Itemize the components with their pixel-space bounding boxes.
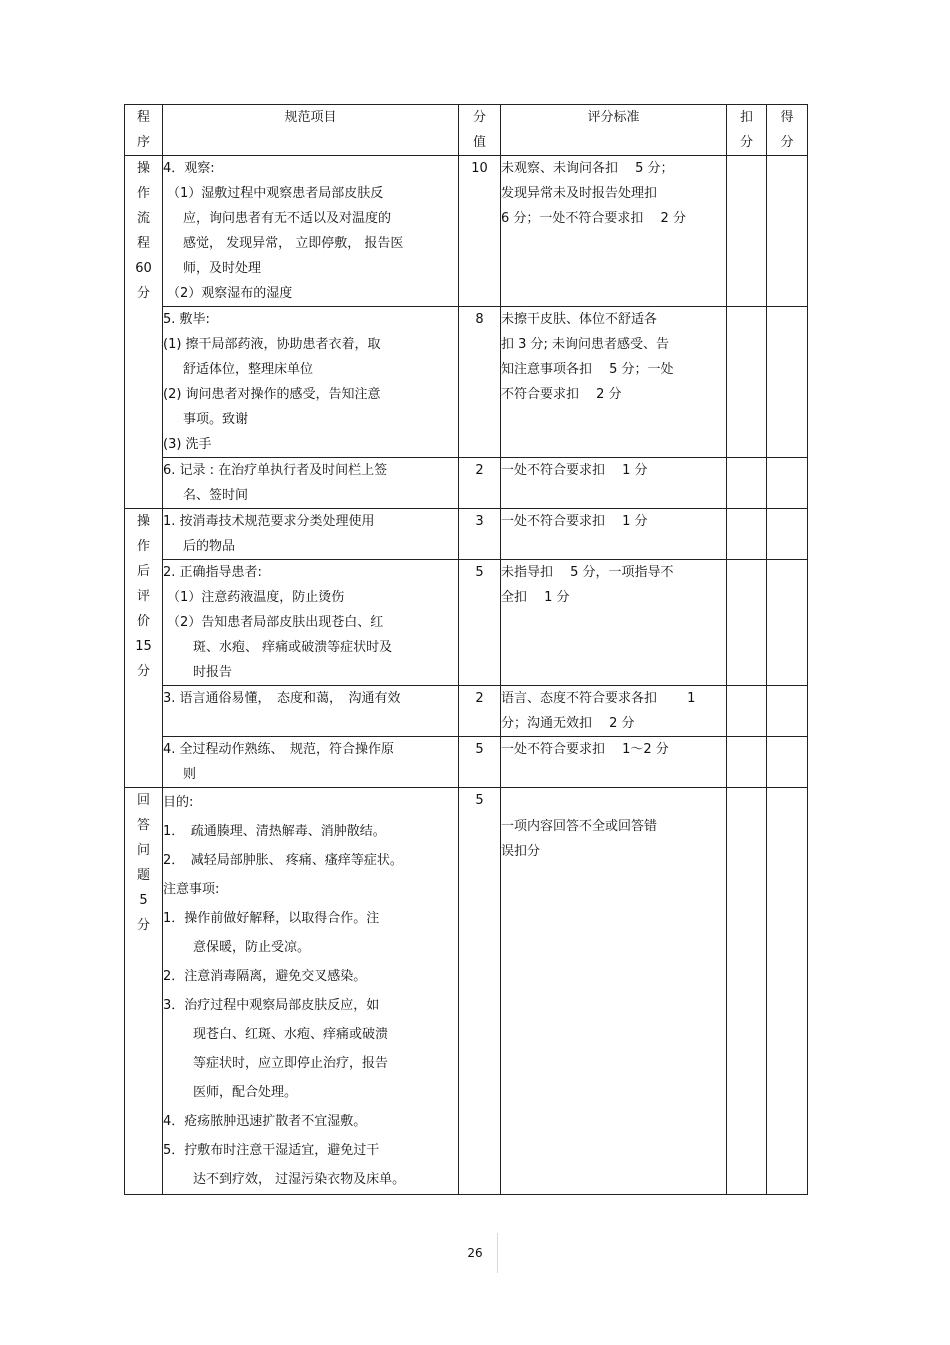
item-record: 6. 记录 : 在治疗单执行者及时间栏上签 名、签时间 xyxy=(163,458,459,509)
score-value: 5 xyxy=(459,737,501,788)
header-score: 分 值 xyxy=(459,105,501,156)
criteria-text: 一处不符合要求扣 1 分 xyxy=(501,458,727,509)
deduct-cell xyxy=(727,458,767,509)
scoring-table xyxy=(124,104,808,1195)
score-value: 2 xyxy=(459,686,501,737)
deduct-cell xyxy=(727,509,767,560)
score-value: 10 xyxy=(459,156,501,307)
criteria-text: 未观察、未询问各扣 5 分； 发现异常未及时报告处理扣 6 分；一处不符合要求扣 2 分 xyxy=(501,156,727,307)
deduct-cell xyxy=(727,307,767,458)
criteria-text: 语言、态度不符合要求各扣 1 分；沟通无效扣 2 分 xyxy=(501,686,727,737)
item-finish: 5. 敷毕: (1) 擦干局部药液，协助患者衣着，取 舒适体位，整理床单位 (2) 询问患者对操作的感受，告知注意 事项。致谢 (3) 洗手 xyxy=(163,307,459,458)
header-criteria: 评分标准 xyxy=(501,105,727,156)
get-cell xyxy=(767,156,808,307)
score-value: 3 xyxy=(459,509,501,560)
score-value: 8 xyxy=(459,307,501,458)
get-cell xyxy=(767,686,808,737)
header-item: 规范项目 xyxy=(163,105,459,156)
deduct-cell xyxy=(727,560,767,686)
table-row xyxy=(125,686,808,737)
get-cell xyxy=(767,560,808,686)
deduct-cell xyxy=(727,737,767,788)
deduct-cell xyxy=(727,788,767,1195)
item-answers: 目的: 1． 疏通腠理、清热解毒、消肿散结。 2． 减轻局部肿胀、 疼痛、瘙痒等症状。 注意事项: 1．操作前做好解释，以取得合作。注 意保暖，防止受凉。 2．注意消毒隔离，避免交叉感染。 3．治疗过程中观察局部皮肤反应，如 现苍白、红斑、水疱、痒痛或破溃 等症状时，应立即停止治疗，报告 医师，配合处理。 4．疮疡脓肿迅速扩散者不宜湿敷。 5．拧敷布时注意干湿适宜，避免过干 达不到疗效， 过湿污染衣物及床单。 xyxy=(163,788,459,1195)
criteria-text: 未指导扣 5 分，一项指导不 全扣 1 分 xyxy=(501,560,727,686)
score-value: 5 xyxy=(459,788,501,1195)
header-get: 得 分 xyxy=(767,105,808,156)
table-row xyxy=(125,560,808,686)
section-procedure: 操 作 流 程 60 分 xyxy=(125,156,163,509)
table-row xyxy=(125,509,808,560)
get-cell xyxy=(767,737,808,788)
item-disinfect: 1. 按消毒技术规范要求分类处理使用 后的物品 xyxy=(163,509,459,560)
item-language: 3. 语言通俗易懂， 态度和蔼， 沟通有效 xyxy=(163,686,459,737)
table-row xyxy=(125,788,808,1195)
deduct-cell xyxy=(727,156,767,307)
table-row xyxy=(125,737,808,788)
criteria-text: 一处不符合要求扣 1 分 xyxy=(501,509,727,560)
header-row xyxy=(125,105,808,156)
page-number: 26 xyxy=(467,1246,483,1260)
table-row xyxy=(125,307,808,458)
section-post-eval: 操 作 后 评 价 15 分 xyxy=(125,509,163,788)
get-cell xyxy=(767,788,808,1195)
criteria-text: 一处不符合要求扣 1～2 分 xyxy=(501,737,727,788)
section-questions: 回 答 问 题 5 分 xyxy=(125,788,163,1195)
get-cell xyxy=(767,307,808,458)
table-row xyxy=(125,156,808,307)
get-cell xyxy=(767,458,808,509)
header-procedure: 程 序 xyxy=(125,105,163,156)
score-value: 2 xyxy=(459,458,501,509)
criteria-text: 未擦干皮肤、体位不舒适各 扣 3 分; 未询问患者感受、告 知注意事项各扣 5 分；一处 不符合要求扣 2 分 xyxy=(501,307,727,458)
deduct-cell xyxy=(727,686,767,737)
get-cell xyxy=(767,509,808,560)
header-deduct: 扣 分 xyxy=(727,105,767,156)
item-observe: 4．观察: （1）湿敷过程中观察患者局部皮肤反 应，询问患者有无不适以及对温度的 感觉， 发现异常， 立即停敷， 报告医 师，及时处理 （2）观察湿布的湿度 xyxy=(163,156,459,307)
score-value: 5 xyxy=(459,560,501,686)
item-guide: 2. 正确指导患者: （1）注意药液温度，防止烫伤 （2）告知患者局部皮肤出现苍白、红 斑、水疱、 痒痛或破溃等症状时及 时报告 xyxy=(163,560,459,686)
table-row xyxy=(125,458,808,509)
criteria-text: 一项内容回答不全或回答错 误扣分 xyxy=(501,788,727,1195)
item-proficiency: 4. 全过程动作熟练、 规范，符合操作原 则 xyxy=(163,737,459,788)
